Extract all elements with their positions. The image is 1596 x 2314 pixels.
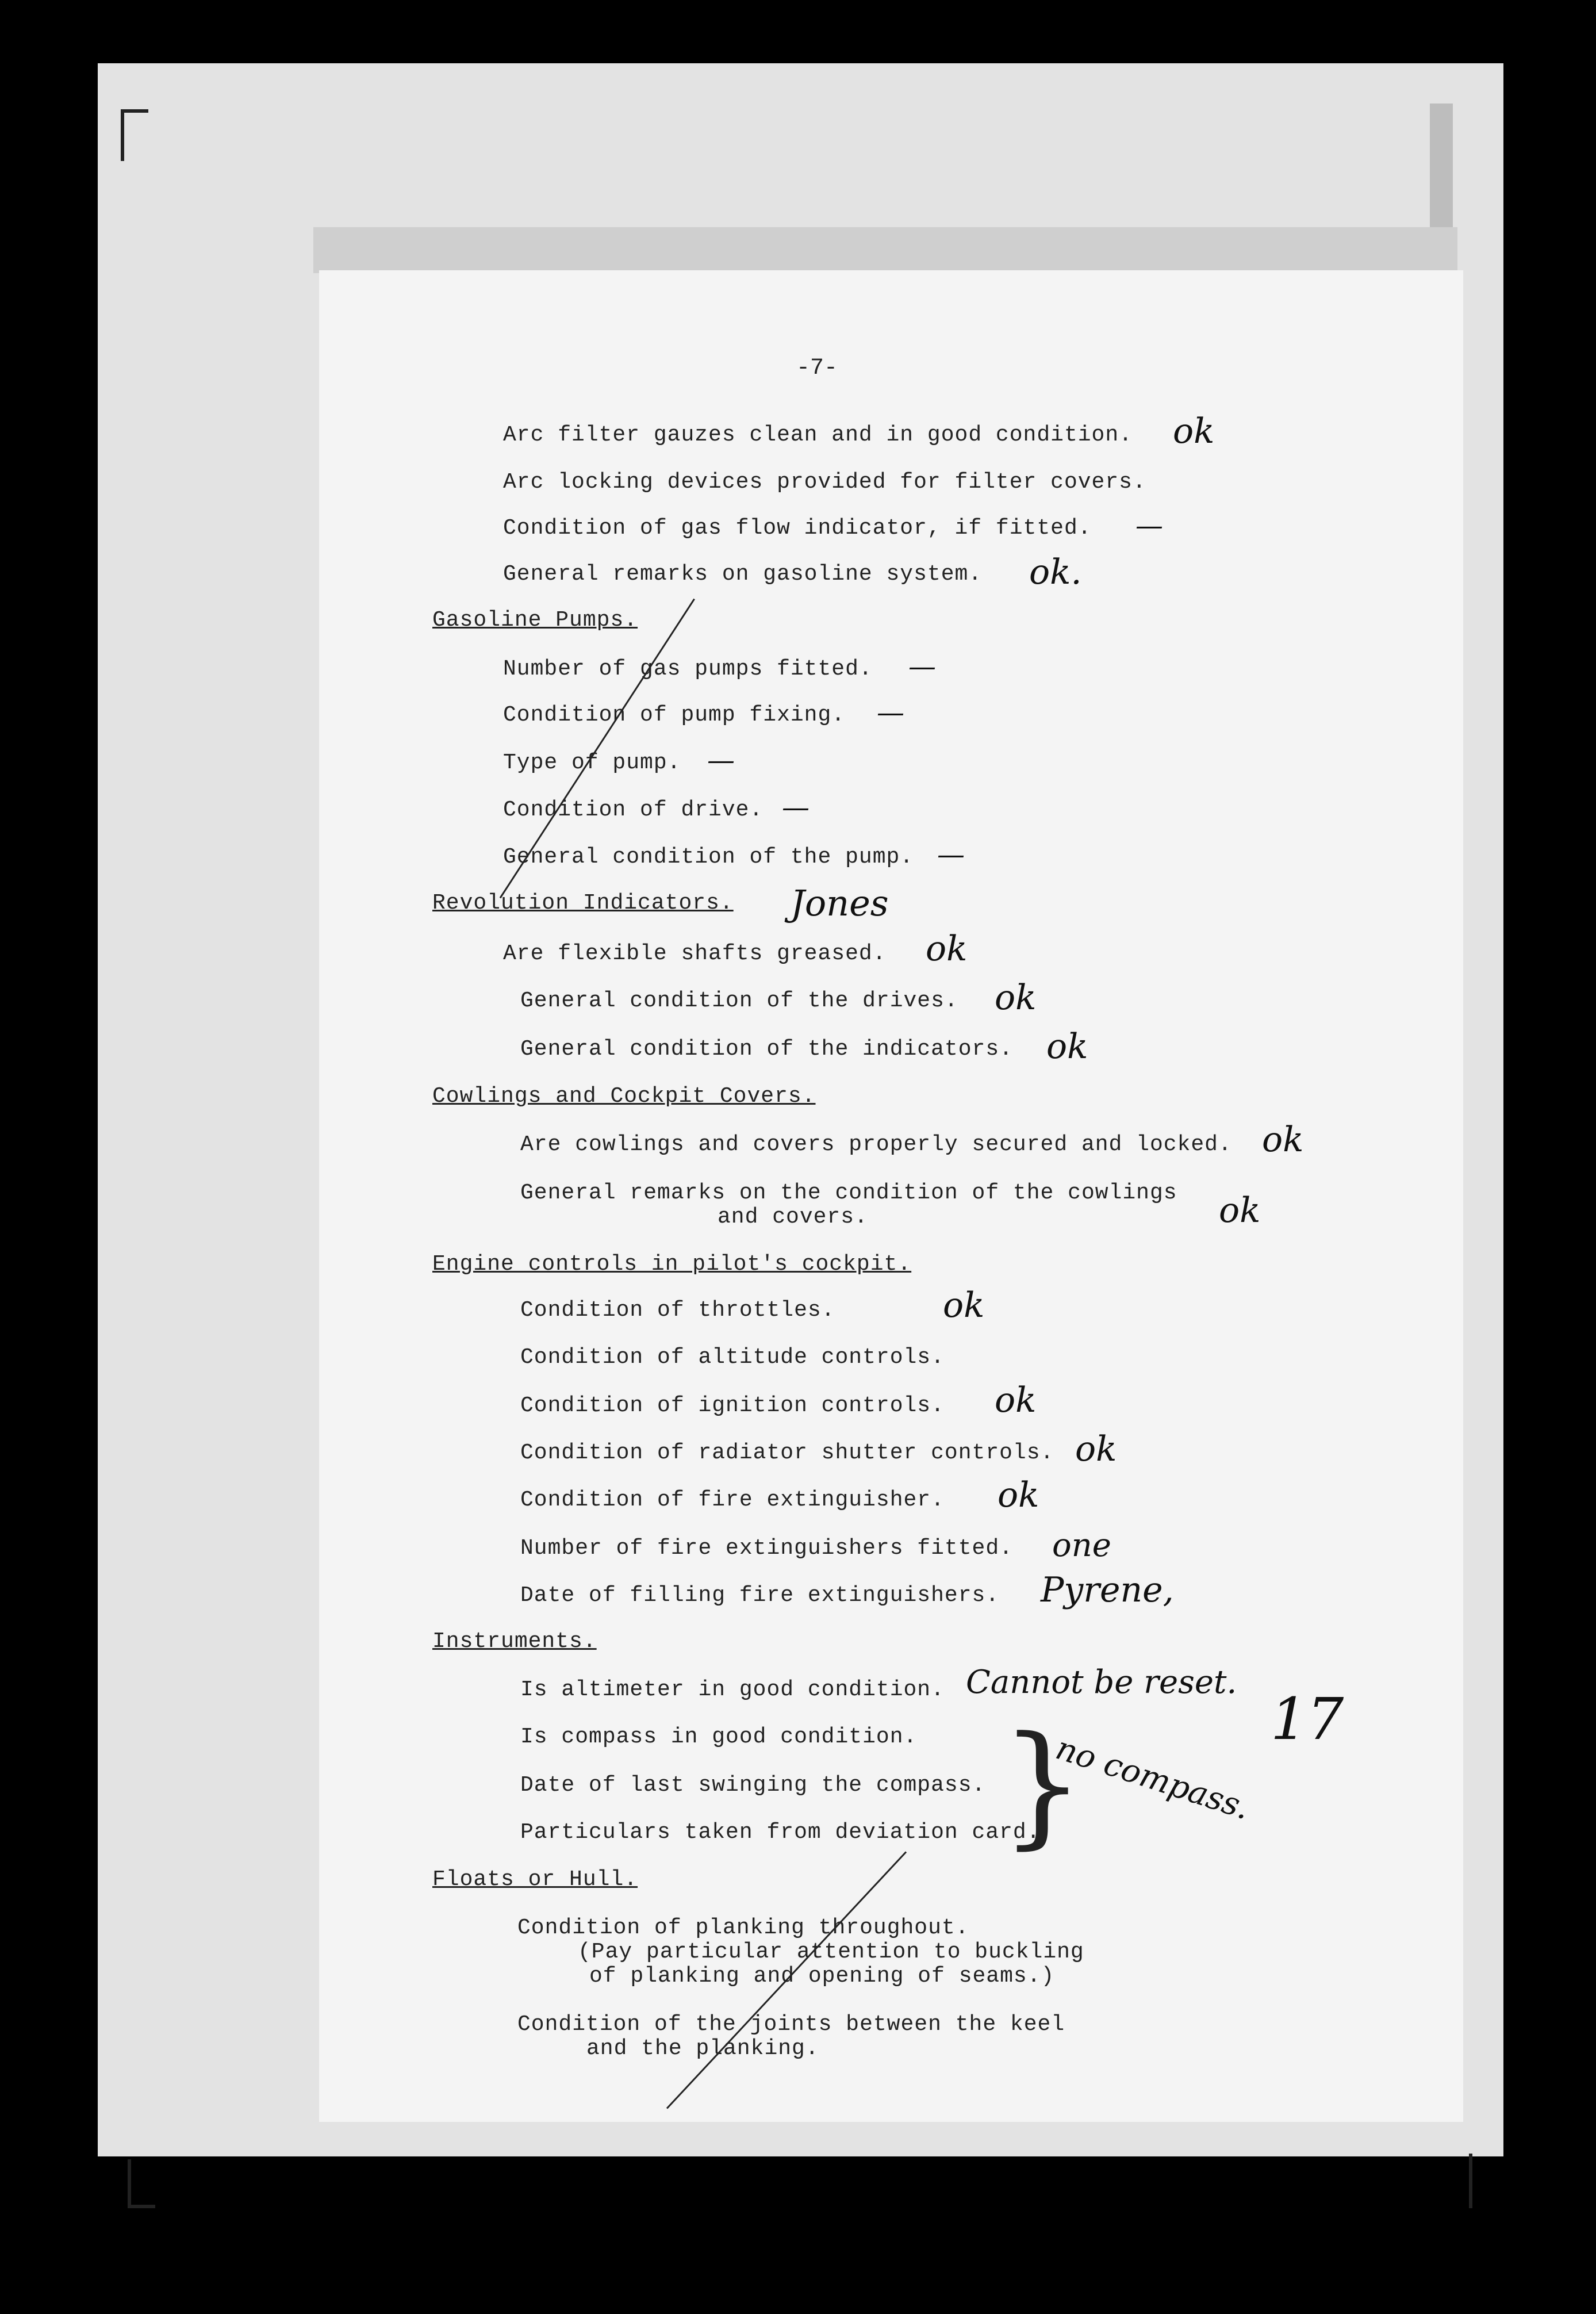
line-filter-gauzes: Arc filter gauzes clean and in good condition. [503,423,1133,447]
handwritten-ok: ok [1173,411,1215,451]
handwritten-bracket: } [1000,1708,1085,1862]
line-pump-type: Type of pump. [503,750,681,775]
line-cowlings-remarks: General remarks on the condition of the cowlings [520,1181,1177,1205]
line-gas-flow: Condition of gas flow indicator, if fitted. [503,516,1092,541]
line-indicators-condition: General condition of the indicators. [520,1037,1013,1062]
handwritten-jones: Jones [791,882,889,924]
handwritten-ok: ok [1075,1429,1117,1469]
heading-revolution-indicators: Revolution Indicators. [432,891,734,915]
handwritten-dash: — [782,791,809,823]
line-extinguishers-filling: Date of filling fire extinguishers. [520,1583,1000,1608]
handwritten-dash: — [707,744,735,776]
handwritten-cannot-reset: Cannot be reset. [966,1664,1237,1701]
handwritten-margin-number: 17 [1271,1685,1344,1753]
handwritten-one: one [1052,1527,1111,1564]
line-pump-drive: Condition of drive. [503,798,764,822]
line-compass: Is compass in good condition. [520,1725,918,1749]
line-flexible-shafts: Are flexible shafts greased. [503,941,887,966]
line-keel-joints-cont: and the planking. [586,2036,819,2061]
handwritten-pyrene: Pyrene, [1041,1570,1174,1610]
heading-engine-controls: Engine controls in pilot's cockpit. [432,1252,912,1277]
line-fire-extinguisher: Condition of fire extinguisher. [520,1488,945,1512]
crop-mark-bottom-left [128,2159,131,2208]
handwritten-dash: — [1135,509,1163,542]
handwritten-ok: ok [995,978,1037,1018]
crop-mark-top-left-h [121,109,148,113]
line-planking-note-2: of planking and opening of seams.) [589,1964,1055,1989]
line-altimeter: Is altimeter in good condition. [520,1677,945,1702]
line-locking-devices: Arc locking devices provided for filter covers. [503,470,1146,495]
heading-cowlings: Cowlings and Cockpit Covers. [432,1084,816,1109]
line-planking-note-1: (Pay particular attention to buckling [578,1940,1084,1964]
handwritten-no-compass: no compass. [1051,1729,1254,1828]
line-compass-swinging: Date of last swinging the compass. [520,1773,986,1798]
crop-mark-top-left [121,109,124,161]
line-altitude-controls: Condition of altitude controls. [520,1345,945,1370]
handwritten-ok: ok [926,929,968,969]
handwritten-ok: ok [1262,1120,1304,1160]
handwritten-ok: ok [998,1475,1039,1515]
handwritten-ok: ok [995,1380,1037,1420]
handwritten-dash: — [908,650,936,683]
handwritten-dash: — [877,696,904,729]
line-pump-general: General condition of the pump. [503,845,914,869]
line-keel-joints: Condition of the joints between the keel [517,2012,1065,2037]
crop-mark-bottom-left-h [128,2205,155,2208]
line-cowlings-secured: Are cowlings and covers properly secured and locked. [520,1132,1232,1157]
line-radiator-controls: Condition of radiator shutter controls. [520,1440,1054,1465]
handwritten-ok: ok [1219,1190,1261,1231]
line-planking: Condition of planking throughout. [517,1915,969,1940]
line-cowlings-remarks-cont: and covers. [718,1205,868,1229]
handwritten-ok: ok [1046,1026,1088,1067]
heading-floats-hull: Floats or Hull. [432,1867,638,1892]
handwritten-ok: ok. [1029,552,1082,592]
line-ignition-controls: Condition of ignition controls. [520,1393,945,1418]
handwritten-ok: ok [943,1285,985,1325]
page-shadow [313,227,1457,273]
handwritten-dash: — [937,838,965,871]
line-deviation-card: Particulars taken from deviation card. [520,1820,1041,1845]
line-gas-pumps-number: Number of gas pumps fitted. [503,657,873,681]
line-gasoline-remarks: General remarks on gasoline system. [503,562,983,587]
line-extinguishers-number: Number of fire extinguishers fitted. [520,1536,1013,1561]
crop-mark-bottom-right [1469,2154,1472,2208]
page-number: -7- [796,355,838,381]
line-throttles: Condition of throttles. [520,1298,835,1323]
heading-gasoline-pumps: Gasoline Pumps. [432,608,638,633]
line-drives-condition: General condition of the drives. [520,989,958,1013]
line-pump-fixing: Condition of pump fixing. [503,703,846,727]
heading-instruments: Instruments. [432,1629,597,1654]
